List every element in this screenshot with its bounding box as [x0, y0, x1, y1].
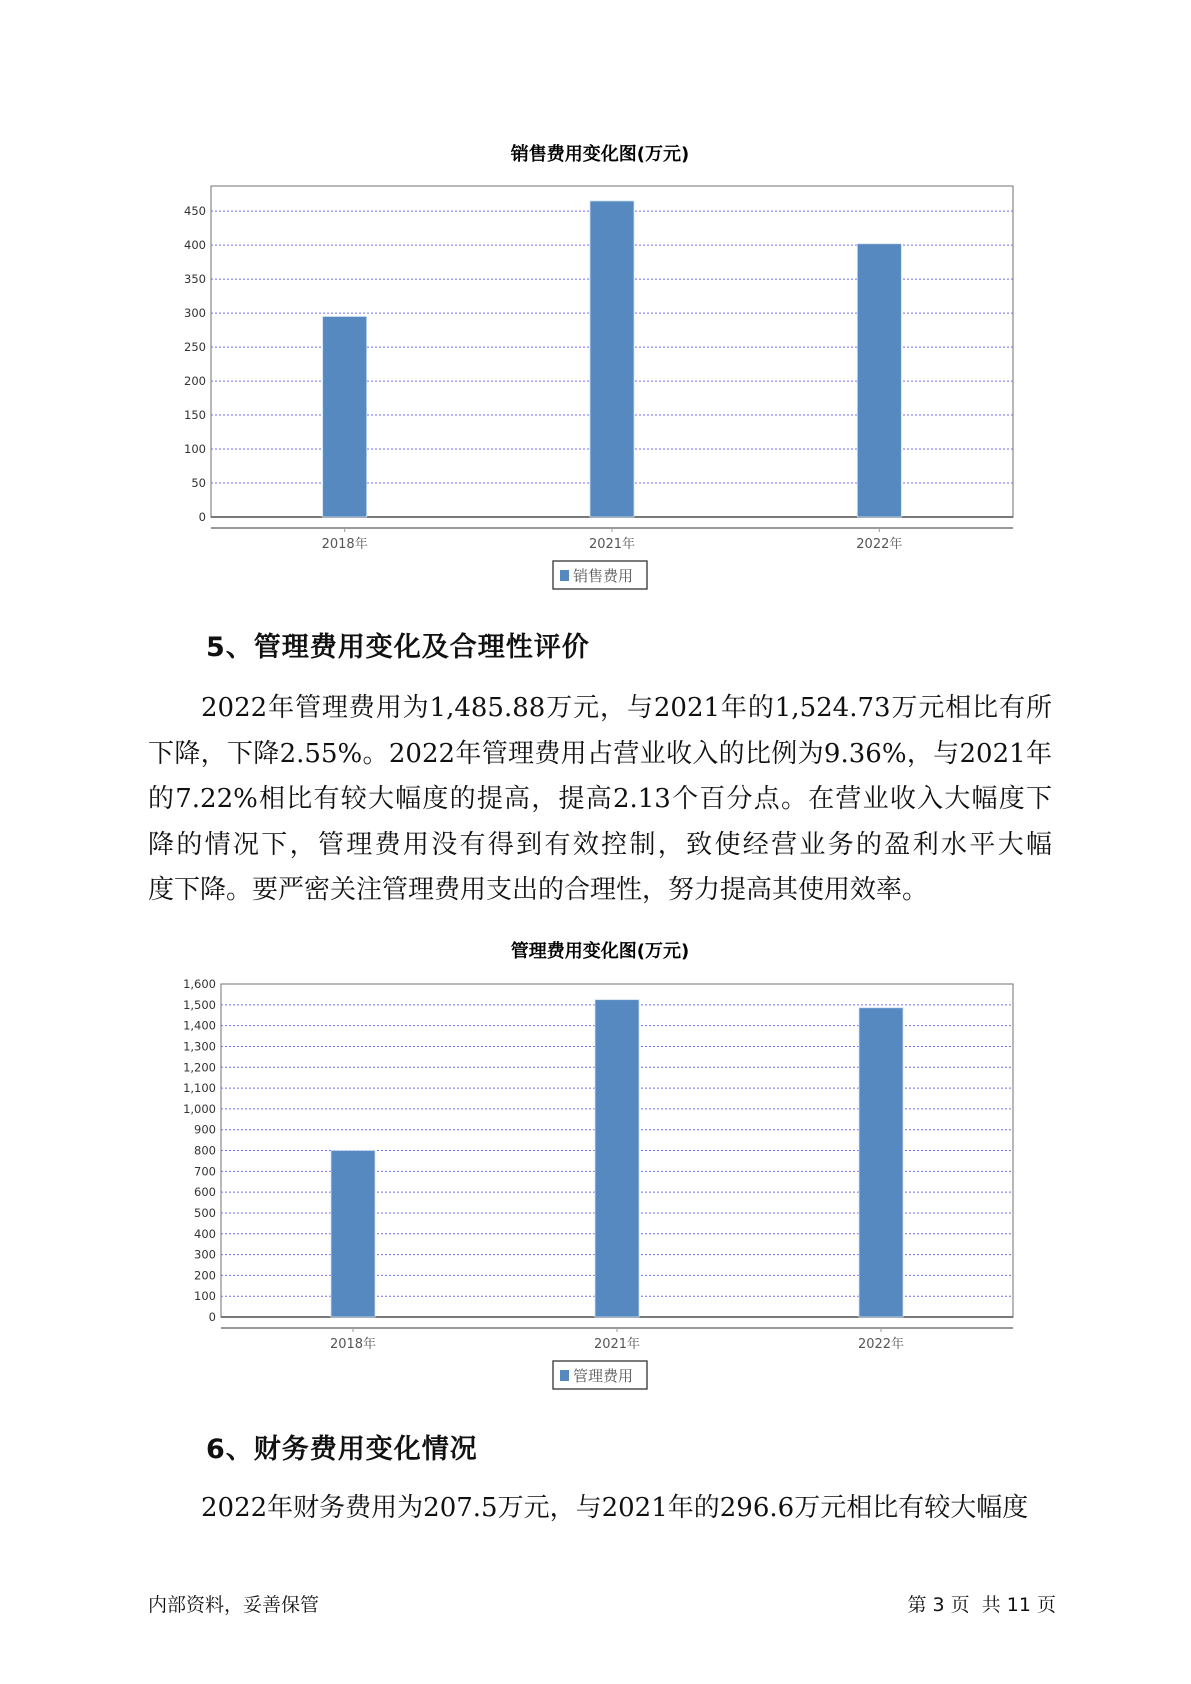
y-tick-label: 200 — [184, 374, 206, 389]
legend-label: 管理费用 — [573, 1367, 634, 1385]
y-tick-label: 1,000 — [183, 1101, 216, 1116]
sales-expense-chart — [150, 135, 1050, 595]
y-tick-label: 200 — [194, 1268, 216, 1283]
x-tick-label: 2018年 — [321, 537, 368, 552]
y-tick-label: 0 — [208, 1310, 216, 1324]
y-tick-label: 300 — [194, 1247, 216, 1262]
legend-label: 销售费用 — [573, 567, 634, 585]
paragraph-line: 的7.22%相比有较大幅度的提高，提高2.13个百分点。在营业收入大幅度下 — [148, 784, 1052, 814]
y-tick-label: 700 — [194, 1164, 216, 1179]
paragraph-line: 下降，下降2.55%。2022年管理费用占营业收入的比例为9.36%，与2021年 — [148, 738, 1052, 769]
x-tick-label: 2021年 — [593, 1337, 641, 1352]
y-tick-label: 1,600 — [183, 977, 216, 991]
footer-page-number: 第 3 页 共 11 页 — [907, 1594, 1056, 1616]
y-tick-label: 1,300 — [183, 1039, 216, 1054]
x-tick-label: 2021年 — [588, 537, 636, 552]
y-tick-label: 500 — [194, 1205, 216, 1220]
y-tick-label: 0 — [198, 510, 206, 524]
y-tick-label: 450 — [184, 204, 206, 219]
y-tick-label: 1,400 — [183, 1018, 216, 1033]
bar-2021年 — [595, 1000, 639, 1317]
y-tick-label: 1,200 — [183, 1060, 216, 1075]
legend-swatch — [560, 1370, 569, 1381]
bar-2022年 — [859, 1008, 903, 1317]
section-5-paragraph — [148, 686, 1052, 914]
x-tick-label: 2022年 — [856, 537, 903, 552]
y-tick-label: 250 — [184, 340, 206, 355]
bar-2022年 — [857, 244, 901, 517]
legend-swatch — [560, 570, 569, 581]
bar-2018年 — [331, 1151, 375, 1318]
bar-2018年 — [323, 316, 367, 517]
y-tick-label: 150 — [184, 408, 206, 423]
paragraph-line: 2022年财务费用为207.5万元，与2021年的296.6万元相比有较大幅度 — [201, 1493, 1029, 1523]
section-5-heading: 5、管理费用变化及合理性评价 — [206, 632, 590, 663]
y-tick-label: 50 — [191, 476, 206, 491]
y-tick-label: 800 — [194, 1143, 216, 1158]
management-expense-chart — [150, 932, 1050, 1392]
y-tick-label: 1,500 — [183, 997, 216, 1012]
paragraph-line: 度下降。要严密关注管理费用支出的合理性，努力提高其使用效率。 — [148, 875, 929, 905]
y-tick-label: 100 — [194, 1289, 216, 1304]
chart-title: 管理费用变化图(万元) — [510, 941, 690, 962]
section-6-heading: 6、财务费用变化情况 — [206, 1434, 478, 1465]
paragraph-line: 2022年管理费用为1,485.88万元，与2021年的1,524.73万元相比有所 — [201, 693, 1052, 723]
y-tick-label: 100 — [184, 442, 206, 457]
y-tick-label: 350 — [184, 272, 206, 287]
bar-2021年 — [590, 201, 634, 517]
x-tick-label: 2022年 — [857, 1337, 905, 1352]
x-tick-label: 2018年 — [329, 1337, 377, 1352]
paragraph-line: 降的情况下，管理费用没有得到有效控制，致使经营业务的盈利水平大幅 — [148, 829, 1052, 860]
y-tick-label: 900 — [194, 1122, 216, 1137]
chart-title: 销售费用变化图(万元) — [510, 144, 690, 165]
footer-confidential-note: 内部资料，妥善保管 — [148, 1594, 320, 1616]
y-tick-label: 400 — [194, 1226, 216, 1241]
y-tick-label: 600 — [194, 1185, 216, 1200]
section-6-paragraph — [148, 1486, 1052, 1532]
y-tick-label: 300 — [184, 306, 206, 321]
y-tick-label: 1,100 — [183, 1081, 216, 1096]
y-tick-label: 400 — [184, 238, 206, 253]
